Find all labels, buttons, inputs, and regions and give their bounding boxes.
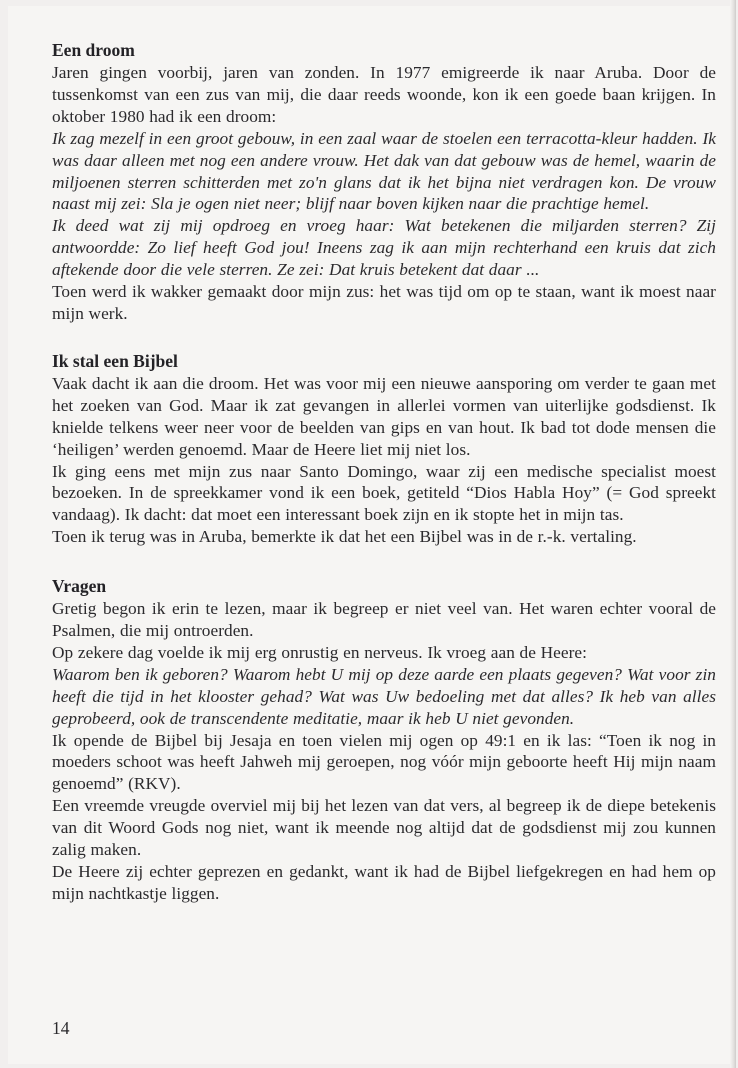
prayer-paragraph: Waarom ben ik geboren? Waarom hebt U mij op deze aarde een plaats gegeven? Wat voor zin heeft die tijd in het klooster gehad? Wat was Uw bedoeling met dat alles? Ik heb van alles geprobeerd, ook de transcendente meditatie, maar ik heb U niet gevonden. <box>52 664 716 728</box>
paragraph: Een vreemde vreugde overviel mij bij het lezen van dat vers, al begreep ik de diepe betekenis van dit Woord Gods nog niet, want ik meende nog altijd dat de godsdienst mij zou kunnen zalig maken. <box>52 796 716 860</box>
page-number: 14 <box>52 1018 70 1038</box>
paragraph: Toen ik terug was in Aruba, bemerkte ik dat het een Bijbel was in de r.-k. vertaling. <box>52 527 637 547</box>
section-een-droom <box>52 38 716 325</box>
paragraph: Jaren gingen voorbij, jaren van zonden. In 1977 emigreerde ik naar Aruba. Door de tussenkomst van een zus van mij, die daar reeds woonde, kon ik een goede baan krijgen. In oktober 1980 had ik een droom: <box>52 63 716 126</box>
section-title: Een droom <box>52 40 135 60</box>
section-vragen <box>52 574 716 905</box>
paragraph: Ik ging eens met mijn zus naar Santo Domingo, waar zij een medische specialist moest bezoeken. In de spreekkamer vond ik een boek, getiteld “Dios Habla Hoy” (= God spreekt vandaag). Ik dacht: dat moet een interessant boek zijn en ik stopte het in mijn tas. <box>52 461 716 525</box>
section-spacer <box>52 548 716 574</box>
dream-paragraph: Ik deed wat zij mij opdroeg en vroeg haar: Wat betekenen die miljarden sterren? Zij antwoordde: Zo lief heeft God jou! Ineens zag ik aan mijn rechterhand een kruis dat zich aftekende door die vele sterren. Ze zei: Dat kruis betekent dat daar ... <box>52 216 716 280</box>
section-ik-stal-een-bijbel <box>52 349 716 548</box>
paragraph: Toen werd ik wakker gemaakt door mijn zus: het was tijd om op te staan, want ik moest naar mijn werk. <box>52 282 716 323</box>
page-content <box>52 38 716 905</box>
paragraph: Vaak dacht ik aan die droom. Het was voor mij een nieuwe aansporing om verder te gaan met het zoeken van God. Maar ik zat gevangen in allerlei vormen van uiterlijke godsdienst. Ik knielde telkens weer neer voor de beelden van gips en van hout. Ik bad tot dode mensen die ‘heiligen’ werden genoemd. Maar de Heere liet mij niet los. <box>52 373 716 459</box>
section-title: Ik stal een Bijbel <box>52 350 178 371</box>
section-title: Vragen <box>52 576 107 597</box>
page-edge-shadow <box>730 0 736 1068</box>
paragraph: Ik opende de Bijbel bij Jesaja en toen vielen mij ogen op 49:1 en ik las: “Toen ik nog in moeders schoot was heeft Jahweh mij geroepen, nog vóór mijn geboorte heeft Hij mijn naam genoemd” (RKV). <box>52 730 716 794</box>
paragraph: De Heere zij echter geprezen en gedankt, want ik had de Bijbel liefgekregen en had hem op mijn nachtkastje liggen. <box>52 862 716 903</box>
section-spacer <box>52 325 716 349</box>
dream-paragraph: Ik zag mezelf in een groot gebouw, in een zaal waar de stoelen een terracotta-kleur hadden. Ik was daar alleen met nog een andere vrouw. Het dak van dat gebouw was de hemel, waarin de miljoenen sterren schitterden met zo'n glans dat ik het bijna niet verdragen kon. De vrouw naast mij zei: Sla je ogen niet neer; blijf naar boven kijken naar die prachtige hemel. <box>52 128 716 214</box>
paragraph: Op zekere dag voelde ik mij erg onrustig en nerveus. Ik vroeg aan de Heere: <box>52 642 587 662</box>
paragraph: Gretig begon ik erin te lezen, maar ik begreep er niet veel van. Het waren echter vooral de Psalmen, die mij ontroerden. <box>52 599 716 641</box>
